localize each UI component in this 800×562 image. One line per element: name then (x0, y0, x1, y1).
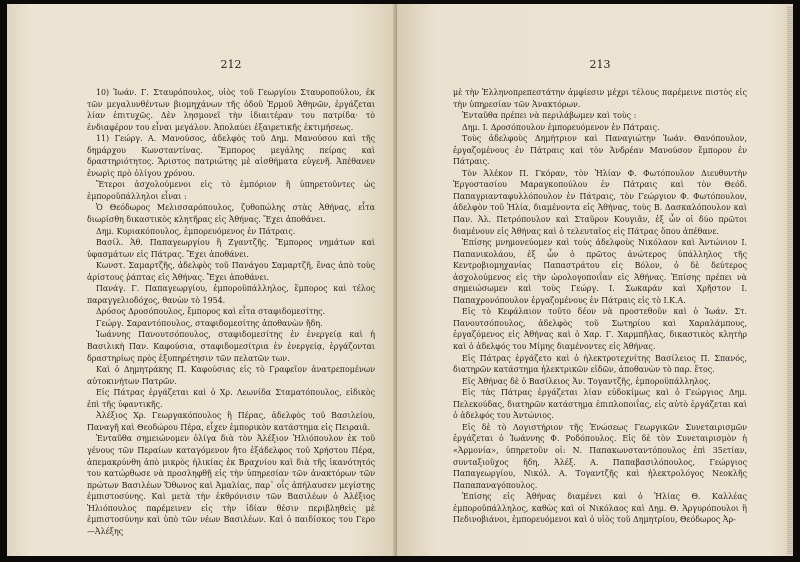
paragraph: Ἐνταῦθα πρέπει νὰ περιλάβωμεν καὶ τοὺς : (462, 111, 637, 121)
paragraph: Καὶ ὁ Δημητράκης Π. Καφούσιας εἰς τὸ Γραφεῖον ἀνατρεπομένων αὐτοκινήτων Πατρῶν. (87, 365, 375, 386)
paragraph: μὲ τὴν Ἑλληνοπρεπεστάτην ἀμφίεσιν μέχρι τέλους παρέμεινε πιστὸς εἰς τὴν ὑπηρεσίαν τῶν Ἀνακτόρων. (453, 88, 747, 109)
paragraph: Ἐπίσης μνημονεύομεν καὶ τοὺς ἀδελφοὺς Νικόλαον καὶ Ἀντώνιον Ι. Παπανικολάου, ἐξ ὧν ὁ πρῶτος ἀνώτερος ὑπάλληλος τῆς Κεντροβιομηχανίας Παπαστράτου εἰς Βόλον, ὁ δὲ δεύτερος ἀσχολούμενος εἰς τὴν ὠρολογοποιΐαν εἰς Ἀθήνας. Ἐπίσης πρέπει νὰ σημειώσωμεν καὶ τοὺς Γεώργ. Ι. Σωκαράν καὶ Χρῆστον Ι. Παπαχρονόπουλον ἐργαζομένους ἐν Πάτραις εἰς τὸ Ι.Κ.Α. (453, 238, 747, 305)
paragraph: Δρόσος Δροσόπουλος, ἔμπορος καὶ εἶτα σταφιδομεσίτης. (96, 307, 326, 317)
paragraph: Ὁ Θεόδωρος Μελισσαρόπουλος, ζυθοπώλης στὰς Ἀθήνας, εἶτα διωρίσθη δικαστικὸς κλητῆρας εἰς Ἀθήνας. Ἔχει ἀποθάνει. (87, 203, 375, 225)
paragraph: 11) Γεώργ. Α. Μανούσος, ἀδελφὸς τοῦ Δημ. Μανούσου καὶ τῆς δημάρχου Κωνσταντίνας. Ἔμπορος μεγάλης πείρας καὶ δραστηριότητος. Ἄριστος πατριώτης μὲ αἰσθήματα εὐγενῆ. Ἀπέθανεν ἐνωρὶς πρὸ ὀλίγου χρόνου. (87, 134, 375, 178)
paragraph: Ἕτεροι ἀσχολούμενοι εἰς τὸ ἐμπόριον ἢ ὑπηρετοῦντες ὡς ἐμποροϋπάλληλοι εἶναι : (87, 180, 375, 201)
paragraph: Κωνστ. Σαμαρτζῆς, ἀδελφὸς τοῦ Πανάγου Σαμαρτζῆ, ἕνας ἀπὸ τοὺς ἀρίστους ῥάπτας εἰς Ἀθήνας. Ἔχει ἀποθάνει. (87, 261, 375, 282)
paragraph: Εἰς Πάτρας ἐργάζεται καὶ ὁ Χρ. Λεωνίδα Σταματόπουλος, εἰδικὸς ἐπὶ τῆς ὑφαντικῆς. (87, 388, 375, 409)
right-page (397, 4, 793, 556)
paragraph: Εἰς δὲ τὸ Λογιστήριον τῆς Ἑνώσεως Γεωργικῶν Συνεταιρισμῶν ἐργάζεται ὁ Ἰωάννης Φ. Ροδόπουλος. Εἰς δὲ τὸν Συνεταιρισμὸν ἡ «Ἁρμονία», ὑπηρετοῦν οἱ: Ν. Παπακωνσταντόπουλος ἐπὶ 35ετίαν, συνταξιοῦχος ἤδη, Ἀλέξ. Α. Παπαβασιλόπουλος, Γεώργιος Παπαγεωργίου, Νικόλ. Α. Τογαντζῆς καὶ ἠλεκτρολόγος Νεοκλῆς Παπαπαναγόπουλος. (453, 422, 747, 490)
book-spread (7, 4, 793, 556)
paragraph: Ἀλέξιος Χρ. Γεωργακόπουλος ἢ Πέρας, ἀδελφὸς τοῦ Βασιλείου, Παναγῆ καὶ Θεοδώρου Πέρα, εἶχεν ἐμπορικὸν κατάστημα εἰς Πειραιᾶ. (87, 411, 375, 432)
paragraph: Δημ. Ι. Δροσόπουλον ἐμπορευόμενον ἐν Πάτραις. (462, 122, 660, 132)
paragraph: Γεώργ. Σαραντόπουλος, σταφιδομεσίτης ἀποθανὼν ἤδη. (96, 318, 323, 328)
paragraph: Τοὺς ἀδελφοὺς Δημήτριον καὶ Παναγιώτην Ἰωάν. Θανόπουλον, ἐργαζομένους ἐν Πάτραις καὶ τὸν Ἀνδρέαν Μανούσον ἔμπορον ἐν Πάτραις. (453, 134, 747, 167)
paragraph: Εἰς τὸ Κεφάλαιον τοῦτο δέον νὰ προστεθοῦν καὶ ὁ Ἰωάν. Στ. Πανουτσόπουλος, ἀδελφὸς τοῦ Σωτηρίου καὶ Χαραλάμπους, ἐργαζόμενος εἰς Ἀθήνας καὶ ὁ Χαρ. Γ. Χαρμπῆλας, δικαστικὸς κλητὴρ καὶ ὁ ἀδελφός του Μίμης διαμένοντες εἰς Ἀθήνας. (453, 307, 747, 352)
right-page-body (453, 87, 747, 526)
paragraph: Εἰς Πάτρας ἐργάζετο καὶ ὁ ἠλεκτροτεχνίτης Βασίλειος Π. Σπανός, διατηρῶν κατάστημα ἠλεκτρικῶν εἰδῶν, ἀποθανὼν τὸ παρ. ἔτος. (453, 353, 747, 375)
paragraph: Ἐνταῦθα σημειώνομεν ὀλίγα διὰ τὸν Ἀλέξιον Ἠλιόπουλον ἐκ τοῦ γένους τῶν Περαίων καταγόμενον ἤτο ἐξάδελφος τοῦ Χρήστου Πέρα, ἀπεμακρύνθη ἀπὸ μικρὸς ἡλικίας ἐκ Βραχνίου καὶ διὰ τῆς ἱκανότητός του κατώρθωσε νὰ προσληφθῇ εἰς τὴν ὑπηρεσίαν τῶν ἀνακτόρων τῶν πρώτων Βασιλέων Ὄθωνος καὶ Ἀμαλίας, παρ᾽ οἷς ἀπήλαυσεν μεγίστης ἐμπιστοσύνης. Καὶ μετὰ τὴν ἐκθρόνισιν τῶν Βασιλέων ὁ Ἀλέξιος Ἠλιόπουλος παρέμεινεν εἰς τὴν ἰδίαν θέσιν περιβληθεὶς μὲ ἐμπιστοσύνην καὶ ὑπὸ τῶν νέων Βασιλέων. Καὶ ὁ παιδίσκος του Γερο—Ἀλέξης (87, 434, 375, 536)
paragraph: Ἰωάννης Πανουτσόπουλος, σταφιδομεσίτης ἐν ἐνεργείᾳ καὶ ἡ Βασιλικὴ Παν. Καφούσια, σταφιδομεσίτρια ἐν ἐνεργείᾳ, ἐργάζονται δραστηρίως πρὸς ἐξυπηρέτησιν τῶν πελατῶν των. (87, 330, 375, 363)
paragraph: Βασίλ. Ἀθ. Παπαγεωργίου ἢ Ζγαντζῆς. Ἔμπορος νημάτων καὶ ὑφασμάτων εἰς Πάτρας. Ἔχει ἀποθάνει. (87, 238, 375, 259)
left-page-body (87, 87, 375, 537)
paragraph: 10) Ἰωάν. Γ. Σταυρόπουλος, υἱὸς τοῦ Γεωργίου Σταυροπούλου, ἐκ τῶν μεγαλυνθέντων βιομηχάνων τῆς ὁδοῦ Ἑρμοῦ Ἀθηνῶν, ἐργάζεται λίαν ἐπιτυχῶς. Δὲν λησμονεῖ τὴν ἰδιαιτέραν του πατρίδα· τὸ ἐνδιαφέρον του εἶναι μεγάλον. Ἀπολαύει ἐξαιρετικῆς ἐκτιμήσεως. (87, 88, 375, 132)
left-page (7, 4, 397, 556)
paragraph: Ἐπίσης εἰς Ἀθήνας διαμένει καὶ ὁ Ἠλίας Θ. Καλλέας ἐμποροϋπάλληλος, καθὼς καὶ οἱ Νικόλαος καὶ Δημ. Θ. Ἀργυρόπουλοι ἢ Πεδινοβιάνοι, ἐμπορευόμενοι καὶ ὁ υἱὸς τοῦ Δημητρίου, Θεόδωρος Ἀρ- (453, 492, 747, 525)
paragraph: Εἰς Ἀθήνας δὲ ὁ Βασίλειος Ἀν. Τογαντζῆς, ἐμποροϋπάλληλος. (462, 376, 711, 386)
page-stack-edge (787, 6, 793, 554)
paragraph: Πανάγ. Γ. Παπαγεωργίου, ἐμποροϋπάλληλος, ἔμπορος καὶ τέλος παραγγελιοδόχος, θανὼν τὸ 1954. (87, 284, 375, 305)
paragraph: Δημ. Κυριακόπουλος, ἐμπορευόμενος ἐν Πάτραις. (96, 226, 296, 236)
page-number: 213 (589, 58, 611, 71)
paragraph: Τὸν Ἀλέκον Π. Γκόραν, τὸν Ἠλίαν Φ. Φωτόπουλον Διευθυντὴν Ἐργοστασίου Μαραγκοπούλου ἐν Πάτραις καὶ τὸν Θεόδ. Παπαγριανταφυλλόπουλον ἐν Πάτραις, τὸν Γεώργιον Φ. Φωτόπουλον, ἀδελφὸν τοῦ Ἠλία, διαμένοντα εἰς Ἀθήνας, τοὺς Β. Δασκαλόπουλον καὶ Παν. Ἀλ. Πετρόπουλον καὶ Σταῦρον Κουγιᾶν, ἐξ ὧν οἱ δύο πρῶτοι διαμένουν εἰς Ἀθήνας καὶ ὁ τελευταῖος εἰς Πάτρας ὅπου ἀπέθανε. (453, 168, 747, 236)
paragraph: Εἰς τὰς Πάτρας ἐργάζεται λίαν εὐδοκίμως καὶ ὁ Γεώργιος Δημ. Πελεκούδας, διατηρῶν κατάστημα ἐπιπλοποιΐας, εἰς αὐτὸ ἐργάζεται καὶ ὁ ἀδελφός του Ἀντώνιος. (453, 388, 747, 421)
page-number: 212 (220, 58, 242, 71)
